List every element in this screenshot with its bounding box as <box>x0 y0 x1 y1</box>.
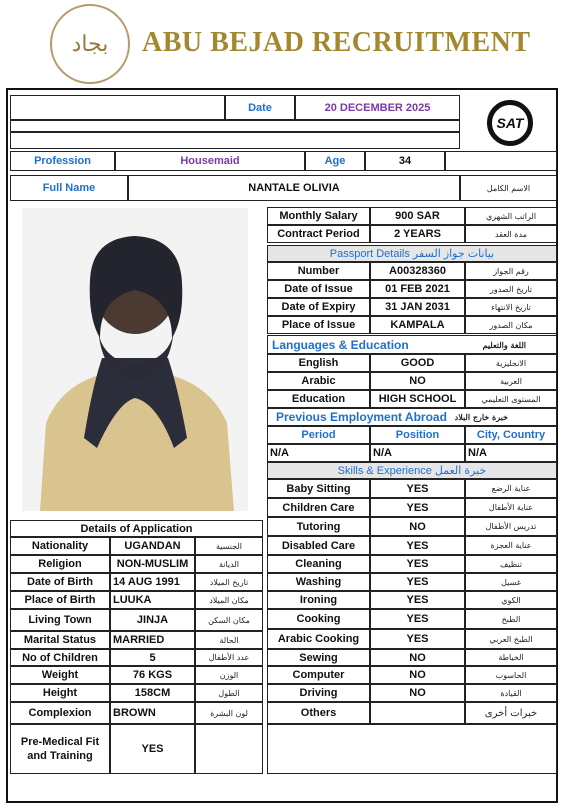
detail-ar: مكان الميلاد <box>195 591 263 609</box>
profession-blank <box>445 151 557 171</box>
date-label: Date <box>225 95 295 120</box>
employment-col-city: City, Country <box>465 426 557 444</box>
languages-header-label: Languages & Education <box>272 337 409 352</box>
passport-number-value: A00328360 <box>370 262 465 280</box>
age-label: Age <box>305 151 365 171</box>
detail-ar: لون البشرة <box>195 702 263 724</box>
company-name: ABU BEJAD RECRUITMENT <box>142 27 531 58</box>
skill-value: YES <box>370 555 465 573</box>
languages-header-ar: اللغة والتعليم <box>482 339 526 350</box>
age-value: 34 <box>365 151 445 171</box>
passport-number-ar: رقم الجواز <box>465 262 557 280</box>
skill-value: YES <box>370 629 465 649</box>
detail-ar: الطول <box>195 684 263 702</box>
skill-label: Cleaning <box>267 555 370 573</box>
contract-value: 2 YEARS <box>370 225 465 243</box>
detail-value: UGANDAN <box>110 537 195 555</box>
employment-header <box>267 408 557 426</box>
detail-label: Living Town <box>10 609 110 631</box>
bottom-right-blank <box>267 724 557 774</box>
skill-ar: تدريس الأطفال <box>465 517 557 536</box>
skill-ar: الطبخ <box>465 609 557 629</box>
full-name-ar: الاسم الكامل <box>460 175 557 201</box>
detail-value: 76 KGS <box>110 666 195 684</box>
detail-value: 158CM <box>110 684 195 702</box>
detail-label: Date of Birth <box>10 573 110 591</box>
detail-value: 5 <box>110 649 195 666</box>
employment-period: N/A <box>267 444 370 462</box>
passport-place-ar: مكان الصدور <box>465 316 557 334</box>
medical-label-text: Pre-Medical Fit and Training <box>20 736 100 762</box>
detail-ar: الجنسية <box>195 537 263 555</box>
english-label: English <box>267 354 370 372</box>
passport-issue-ar: تاريخ الصدور <box>465 280 557 298</box>
skill-label: Computer <box>267 666 370 684</box>
detail-value: JINJA <box>110 609 195 631</box>
skill-ar: عناية الرضع <box>465 479 557 498</box>
detail-value: NON-MUSLIM <box>110 555 195 573</box>
skill-label: Arabic Cooking <box>267 629 370 649</box>
sat-logo <box>475 98 545 148</box>
skill-ar: الكوي <box>465 591 557 609</box>
company-logo <box>50 4 130 84</box>
passport-expiry-ar: تاريخ الانتهاء <box>465 298 557 316</box>
employment-col-period: Period <box>267 426 370 444</box>
others-ar: خبرات أخرى <box>465 702 557 724</box>
sat-logo-ring <box>487 100 533 146</box>
skill-value: YES <box>370 591 465 609</box>
skill-ar: عناية الأطفال <box>465 498 557 517</box>
medical-label <box>10 724 110 774</box>
skill-label: Disabled Care <box>267 536 370 555</box>
medical-blank <box>195 724 263 774</box>
others-label: Others <box>267 702 370 724</box>
detail-label: Place of Birth <box>10 591 110 609</box>
skill-label: Tutoring <box>267 517 370 536</box>
skill-label: Driving <box>267 684 370 702</box>
skill-label: Baby Sitting <box>267 479 370 498</box>
top-blank-cell <box>10 95 225 120</box>
education-label: Education <box>267 390 370 408</box>
skill-value: YES <box>370 573 465 591</box>
passport-expiry-value: 31 JAN 2031 <box>370 298 465 316</box>
education-value: HIGH SCHOOL <box>370 390 465 408</box>
employment-col-position: Position <box>370 426 465 444</box>
salary-label: Monthly Salary <box>267 207 370 225</box>
detail-value: BROWN <box>110 702 195 724</box>
contract-ar: مدة العقد <box>465 225 557 243</box>
english-value: GOOD <box>370 354 465 372</box>
blank-row-2 <box>10 132 460 149</box>
contract-label: Contract Period <box>267 225 370 243</box>
arabic-ar: العربية <box>465 372 557 390</box>
sat-logo-text: SAT <box>496 115 524 131</box>
passport-place-label: Place of Issue <box>267 316 370 334</box>
skill-label: Cooking <box>267 609 370 629</box>
skill-ar: تنظيف <box>465 555 557 573</box>
skill-label: Children Care <box>267 498 370 517</box>
skill-value: NO <box>370 666 465 684</box>
detail-value: LUUKA <box>110 591 195 609</box>
skill-value: NO <box>370 684 465 702</box>
date-value: 20 DECEMBER 2025 <box>295 95 460 120</box>
details-header: Details of Application <box>10 520 263 537</box>
arabic-value: NO <box>370 372 465 390</box>
arabic-label: Arabic <box>267 372 370 390</box>
skill-ar: عناية العجزة <box>465 536 557 555</box>
detail-value: MARRIED <box>110 631 195 649</box>
employment-city: N/A <box>465 444 557 462</box>
languages-header <box>267 335 557 354</box>
detail-label: No of Children <box>10 649 110 666</box>
passport-place-value: KAMPALA <box>370 316 465 334</box>
passport-header: Passport Details بيانات جواز السفر <box>267 245 557 262</box>
skill-value: YES <box>370 536 465 555</box>
profession-label: Profession <box>10 151 115 171</box>
skill-ar: الخياطة <box>465 649 557 666</box>
skill-ar: الطبخ العربي <box>465 629 557 649</box>
detail-ar: الوزن <box>195 666 263 684</box>
detail-label: Height <box>10 684 110 702</box>
skills-header: Skills & Experience خبرة العمل <box>267 462 557 479</box>
full-name-value: NANTALE OLIVIA <box>128 175 460 201</box>
detail-ar: الديانة <box>195 555 263 573</box>
passport-expiry-label: Date of Expiry <box>267 298 370 316</box>
skill-value: YES <box>370 498 465 517</box>
employment-header-label: Previous Employment Abroad <box>276 410 447 424</box>
employment-header-ar: خبرة خارج البلاد <box>454 412 508 422</box>
blank-row-1 <box>10 120 460 132</box>
salary-value: 900 SAR <box>370 207 465 225</box>
employment-position: N/A <box>370 444 465 462</box>
english-ar: الانجليزية <box>465 354 557 372</box>
detail-label: Religion <box>10 555 110 573</box>
skill-label: Washing <box>267 573 370 591</box>
education-ar: المستوى التعليمي <box>465 390 557 408</box>
detail-ar: مكان السكن <box>195 609 263 631</box>
detail-ar: تاريخ الميلاد <box>195 573 263 591</box>
skill-ar: غسيل <box>465 573 557 591</box>
candidate-photo-illustration <box>22 208 248 511</box>
skill-label: Sewing <box>267 649 370 666</box>
detail-label: Marital Status <box>10 631 110 649</box>
skill-value: NO <box>370 649 465 666</box>
detail-label: Nationality <box>10 537 110 555</box>
skill-value: YES <box>370 609 465 629</box>
company-logo-glyph: بجاد <box>71 31 109 57</box>
detail-label: Complexion <box>10 702 110 724</box>
detail-ar: الحالة <box>195 631 263 649</box>
passport-issue-value: 01 FEB 2021 <box>370 280 465 298</box>
passport-issue-label: Date of Issue <box>267 280 370 298</box>
profession-value: Housemaid <box>115 151 305 171</box>
skill-ar: الحاسوب <box>465 666 557 684</box>
medical-value: YES <box>110 724 195 774</box>
skill-label: Ironing <box>267 591 370 609</box>
detail-ar: عدد الأطفال <box>195 649 263 666</box>
candidate-photo <box>22 208 248 511</box>
skill-ar: القيادة <box>465 684 557 702</box>
skill-value: NO <box>370 517 465 536</box>
others-value <box>370 702 465 724</box>
detail-value: 14 AUG 1991 <box>110 573 195 591</box>
detail-label: Weight <box>10 666 110 684</box>
passport-number-label: Number <box>267 262 370 280</box>
full-name-label: Full Name <box>10 175 128 201</box>
skill-value: YES <box>370 479 465 498</box>
salary-ar: الراتب الشهري <box>465 207 557 225</box>
